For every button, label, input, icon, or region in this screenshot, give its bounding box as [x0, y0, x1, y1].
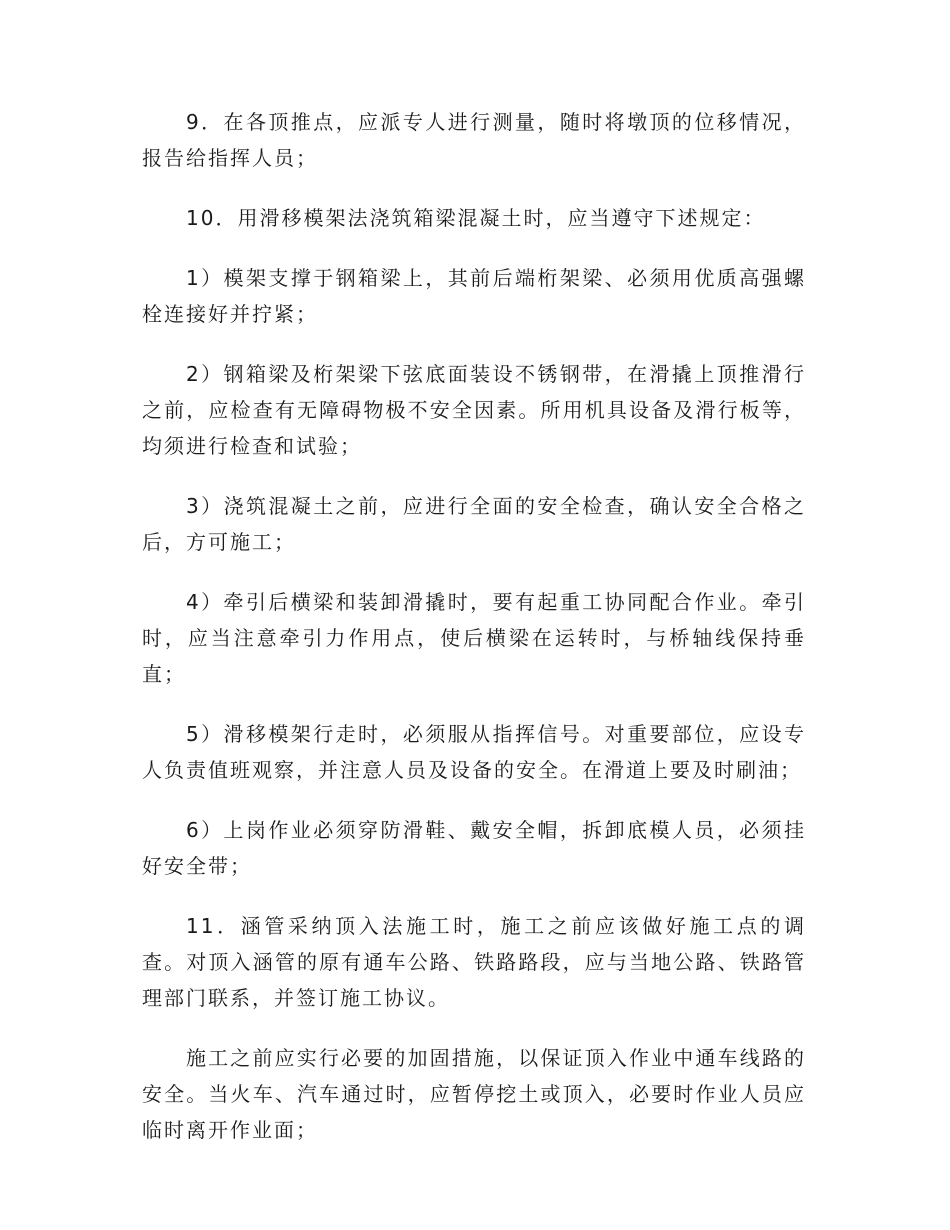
paragraph-item-9: 9．在各顶推点，应派专人进行测量，随时将墩顶的位移情况，报告给指挥人员；: [142, 110, 806, 170]
paragraph-continuation: 施工之前应实行必要的加固措施，以保证顶入作业中通车线路的安全。当火车、汽车通过时，应暂停挖土或顶入，必要时作业人员应临时离开作业面；: [142, 1046, 806, 1142]
paragraph-subitem-5: 5）滑移模架行走时，必须服从指挥信号。对重要部位，应设专人负责值班观察，并注意人员及设备的安全。在滑道上要及时刷油；: [142, 722, 806, 782]
paragraph-item-11: 11．涵管采纳顶入法施工时，施工之前应该做好施工点的调查。对顶入涵管的原有通车公路、铁路路段，应与当地公路、铁路管理部门联系，并签订施工协议。: [142, 914, 806, 1010]
paragraph-subitem-1: 1）模架支撑于钢箱梁上，其前后端桁架梁、必须用优质高强螺栓连接好并拧紧；: [142, 266, 806, 326]
paragraph-subitem-4: 4）牵引后横梁和装卸滑撬时，要有起重工协同配合作业。牵引时，应当注意牵引力作用点，使后横梁在运转时，与桥轴线保持垂直；: [142, 590, 806, 686]
document-body: [142, 104, 806, 1172]
paragraph-subitem-2: 2）钢箱梁及桁架梁下弦底面装设不锈钢带，在滑撬上顶推滑行之前，应检查有无障碍物极不安全因素。所用机具设备及滑行板等，均须进行检查和试验；: [142, 362, 806, 458]
paragraph-subitem-6: 6）上岗作业必须穿防滑鞋、戴安全帽，拆卸底模人员，必须挂好安全带；: [142, 818, 806, 878]
paragraph-item-10: 10．用滑移模架法浇筑箱梁混凝土时，应当遵守下述规定：: [186, 206, 766, 230]
paragraph-subitem-3: 3）浇筑混凝土之前，应进行全面的安全检查，确认安全合格之后，方可施工；: [142, 494, 806, 554]
